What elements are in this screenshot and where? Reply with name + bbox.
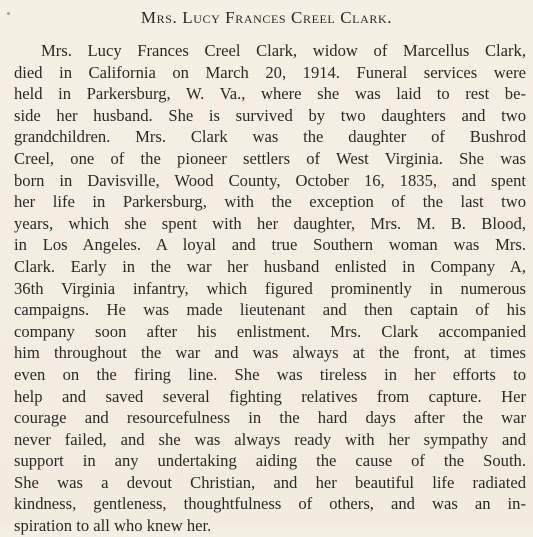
text-line: grandchildren. Mrs. Clark was the daughter of Bushrod bbox=[14, 127, 526, 147]
text-line: never failed, and she was always ready with her sympathy and bbox=[14, 429, 526, 449]
text-line: courage and resourcefulness in the hard days after the war bbox=[14, 408, 526, 428]
text-line: spiration to all who knew her. bbox=[14, 516, 212, 536]
text-line: kindness, gentleness, thoughtfulness of others, and was an in- bbox=[14, 494, 526, 514]
text-line: Mrs. Lucy Frances Creel Clark, widow of Marcellus Clark, bbox=[41, 41, 526, 60]
text-line: born in Davisville, Wood County, October 16, 1835, and spent bbox=[14, 170, 526, 190]
text-line: him throughout the war and was always at the front, at times bbox=[14, 343, 526, 363]
text-line: help and saved several fighting relatives from capture. Her bbox=[14, 386, 526, 406]
page-title: Mrs. Lucy Frances Creel Clark. bbox=[140, 8, 393, 27]
text-line: company soon after his enlistment. Mrs. Clark accompanied bbox=[14, 321, 526, 341]
text-line: her life in Parkersburg, with the exception of the last two bbox=[14, 192, 526, 212]
text-line: Clark. Early in the war her husband enlisted in Company A, bbox=[14, 256, 526, 276]
text-line: held in Parkersburg, W. Va., where she was laid to rest be- bbox=[14, 84, 526, 104]
text-line: in Los Angeles. A loyal and true Southern woman was Mrs. bbox=[14, 235, 526, 255]
text-line: died in California on March 20, 1914. Funeral services were bbox=[14, 62, 526, 82]
obituary-paragraph bbox=[14, 40, 526, 537]
text-line: Creel, one of the pioneer settlers of West Virginia. She was bbox=[14, 148, 526, 168]
text-line: support in any undertaking aiding the cause of the South. bbox=[14, 451, 526, 471]
text-line: campaigns. He was made lieutenant and then captain of his bbox=[14, 300, 526, 320]
text-line: 36th Virginia infantry, which figured prominently in numerous bbox=[14, 278, 526, 298]
text-line: side her husband. She is survived by two daughters and two bbox=[14, 105, 526, 125]
text-line: years, which she spent with her daughter, Mrs. M. B. Blood, bbox=[14, 213, 526, 233]
text-line: She was a devout Christian, and her beautiful life radiated bbox=[14, 472, 526, 492]
text-line: even on the firing line. She was tireless in her efforts to bbox=[14, 364, 526, 384]
